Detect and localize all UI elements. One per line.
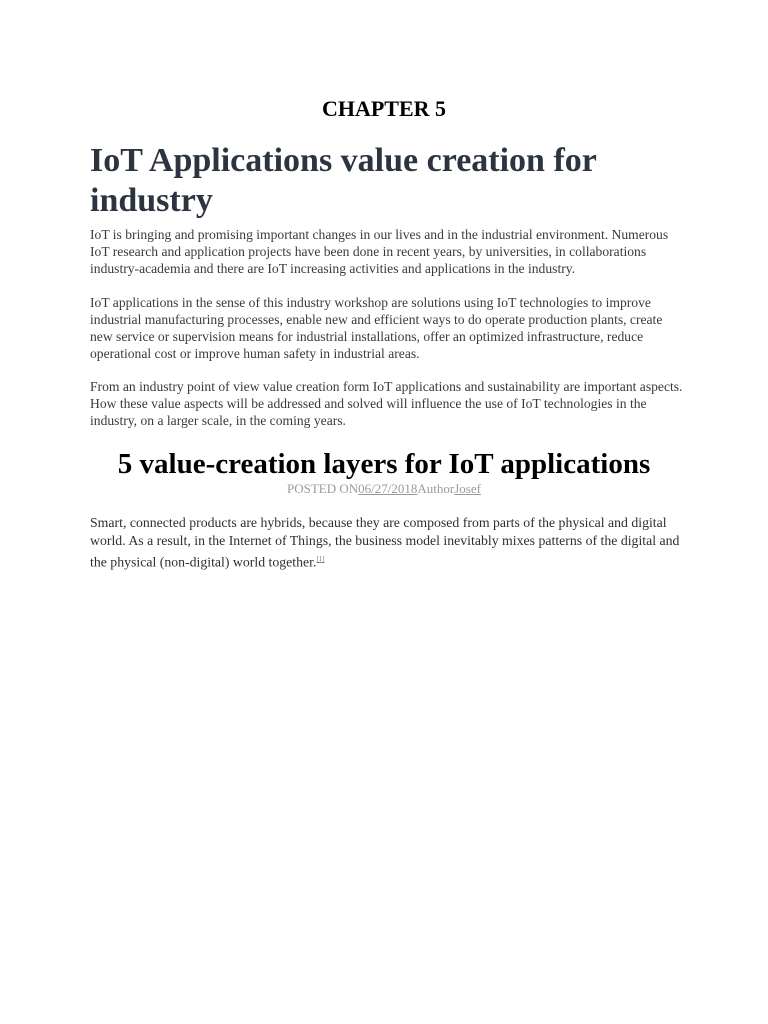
section-body-paragraph	[90, 514, 686, 572]
posted-date-link[interactable]: 06/27/2018	[358, 481, 418, 496]
intro-paragraph-2: IoT applications in the sense of this industry workshop are solutions using IoT technologies to improve industrial manufacturing processes, enable new and efficient ways to do operate production plants, create new service or supervision means for industrial installations, offer an optimized infrastructure, reduce operational cost or improve human safety in industrial areas.	[90, 295, 663, 361]
reference-link[interactable]: [1]	[316, 555, 325, 563]
intro-paragraph-3: From an industry point of view value creation form IoT applications and sustainability are important aspects. How these value aspects will be addressed and solved will influence the use of IoT technologies in the industry, on a larger scale, in the coming years.	[90, 379, 683, 428]
intro-paragraph-1: IoT is bringing and promising important changes in our lives and in the industrial environment. Numerous IoT research and application projects have been done in recent years, by universities, in collaborations industry-academia and there are IoT increasing activities and applications in the industry.	[90, 227, 669, 276]
author-label: Author	[417, 481, 455, 496]
section-title: 5 value-creation layers for IoT applications	[117, 448, 651, 480]
author-link[interactable]: Josef	[454, 481, 481, 496]
posted-label: POSTED ON	[287, 481, 359, 496]
chapter-heading: CHAPTER 5	[321, 96, 447, 121]
post-meta	[0, 481, 768, 497]
page-title: IoT Applications value creation for industry	[90, 142, 597, 219]
section-body-text: Smart, connected products are hybrids, because they are composed from parts of the physical and digital world. As a result, in the Internet of Things, the business model inevitably mixes patterns of the digital and the physical (non-digital) world together.	[90, 515, 680, 570]
